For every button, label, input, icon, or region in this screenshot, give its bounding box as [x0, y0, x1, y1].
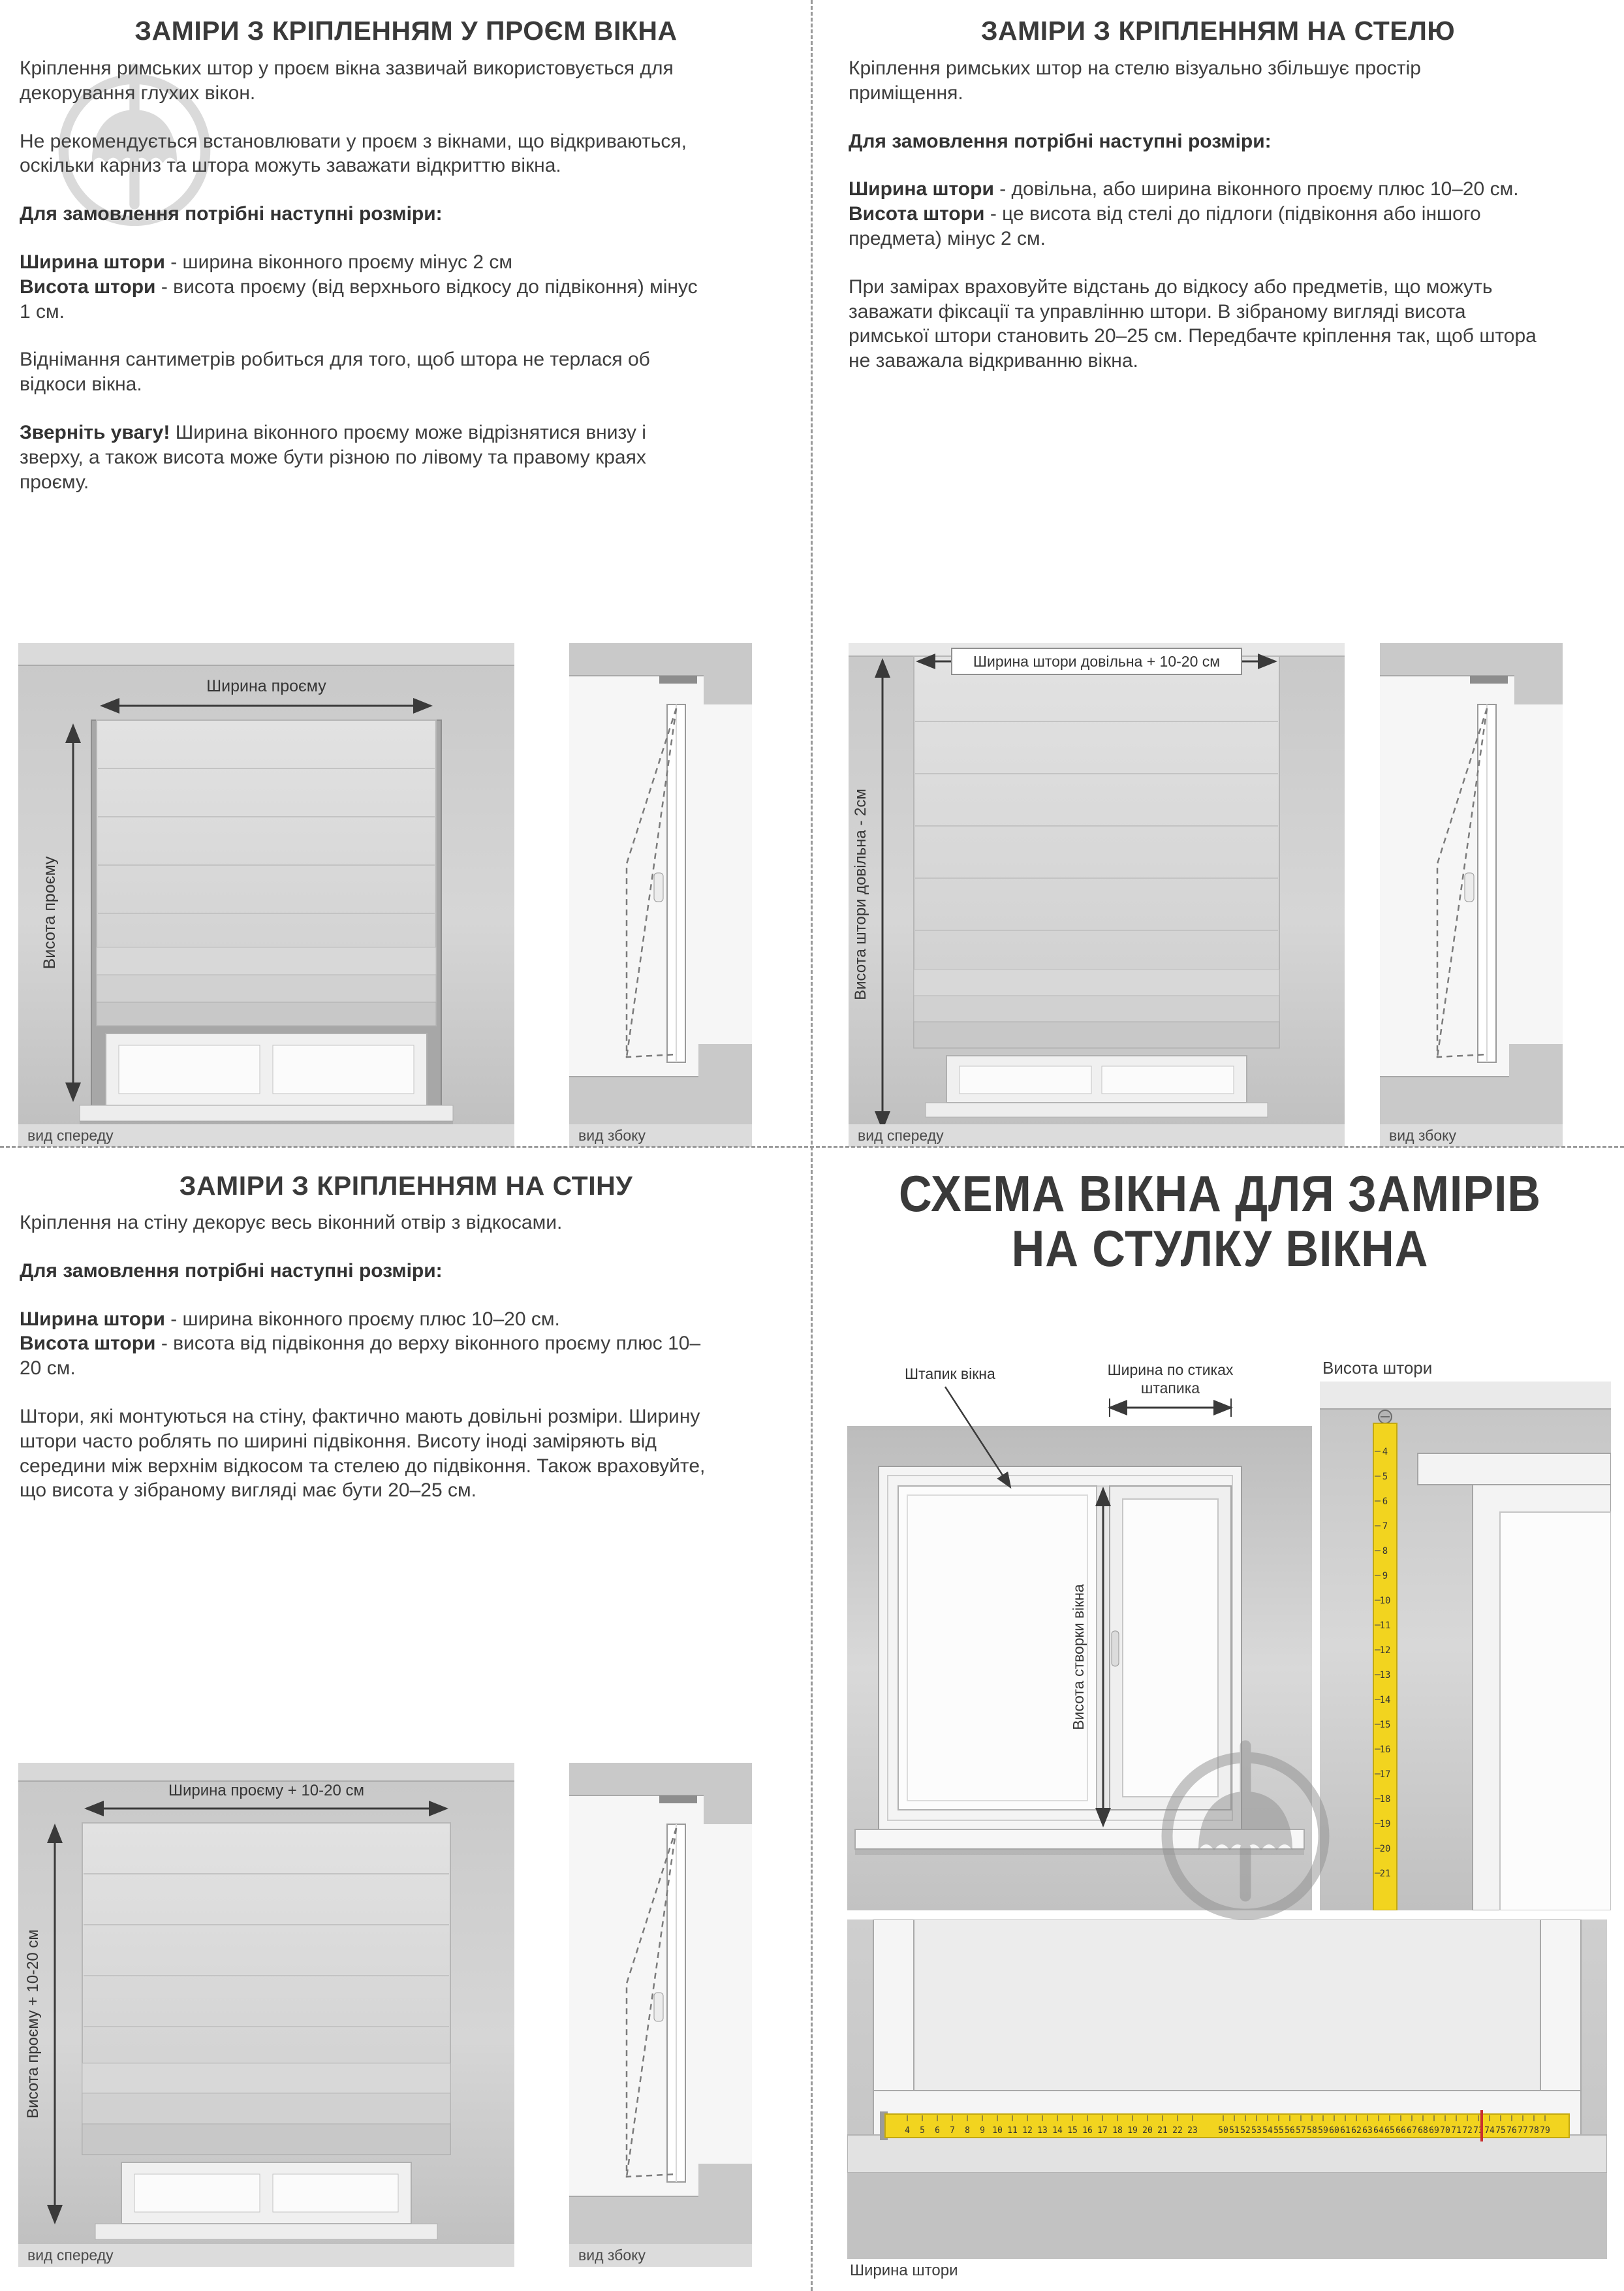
shade-width-spec: [20, 250, 711, 275]
svg-text:17: 17: [1097, 2126, 1108, 2136]
section-title-ceiling: ЗАМІРИ З КРІПЛЕННЯМ НА СТЕЛЮ: [980, 16, 1456, 46]
svg-text:56: 56: [1285, 2126, 1295, 2136]
umbrella-canopy: [1198, 1792, 1292, 1850]
mount-bracket: [659, 1795, 697, 1803]
svg-text:55: 55: [1273, 2126, 1284, 2136]
svg-text:17: 17: [1379, 1769, 1391, 1780]
svg-text:23: 23: [1187, 2126, 1198, 2136]
svg-text:5: 5: [1382, 1472, 1388, 1482]
svg-text:79: 79: [1540, 2126, 1550, 2136]
figure-curtain-width-tape: [847, 1920, 1607, 2259]
roman-shade: [82, 1823, 450, 2155]
sash-title-line2: НА СТУЛКУ ВІКНА: [1011, 1220, 1429, 1278]
front-view-caption: вид спереду: [858, 1127, 944, 1144]
windowsill: [847, 2135, 1607, 2173]
svg-text:4: 4: [905, 2126, 910, 2136]
section-title-opening: ЗАМІРИ З КРІПЛЕННЯМ У ПРОЄМ ВІКНА: [134, 16, 678, 46]
svg-text:64: 64: [1373, 2126, 1384, 2136]
svg-text:8: 8: [1382, 1546, 1388, 1556]
window-handle: [1112, 1631, 1119, 1666]
windowsill: [926, 1103, 1268, 1117]
svg-text:6: 6: [935, 2126, 940, 2136]
svg-text:52: 52: [1240, 2126, 1251, 2136]
svg-text:12: 12: [1379, 1645, 1391, 1656]
shade-width-text: - ширина віконного проєму мінус 2 см: [164, 251, 512, 273]
dashed-divider-horizontal: [0, 1146, 1624, 1148]
curtain-width-label: Ширина штори: [850, 2262, 958, 2279]
svg-text:78: 78: [1529, 2126, 1539, 2136]
window: [847, 1920, 1607, 2259]
svg-text:61: 61: [1340, 2126, 1351, 2136]
svg-text:63: 63: [1362, 2126, 1373, 2136]
roman-shade: [914, 656, 1279, 1048]
fixed-pane: [898, 1486, 1097, 1810]
svg-text:16: 16: [1082, 2126, 1093, 2136]
width-dimension-label: Ширина проєму: [206, 677, 326, 695]
order-lead-text: Для замовлення потрібні наступні розміри:: [20, 1259, 443, 1282]
svg-text:65: 65: [1384, 2126, 1395, 2136]
svg-text:19: 19: [1127, 2126, 1138, 2136]
window: [926, 1056, 1268, 1117]
order-lead-text: Для замовлення потрібні наступні розміри:: [849, 130, 1272, 152]
svg-text:15: 15: [1067, 2126, 1078, 2136]
curtain-height-label: Висота штори: [1322, 1358, 1433, 1378]
svg-text:18: 18: [1112, 2126, 1123, 2136]
roman-shade: [97, 720, 436, 1026]
opening-text-block: [20, 56, 711, 518]
svg-text:62: 62: [1351, 2126, 1362, 2136]
svg-text:67: 67: [1407, 2126, 1417, 2136]
figure-side-view-wall: [569, 1763, 752, 2267]
svg-text:71: 71: [1451, 2126, 1461, 2136]
svg-text:20: 20: [1142, 2126, 1153, 2136]
shade-height-spec: [20, 1331, 711, 1381]
svg-text:14: 14: [1379, 1695, 1391, 1705]
side-view-caption: вид збоку: [1389, 1127, 1456, 1144]
svg-text:58: 58: [1307, 2126, 1317, 2136]
shade-height-term: Висота штори: [20, 276, 156, 298]
windowsill: [80, 1105, 453, 1121]
measuring-tape-vertical: [1373, 1410, 1397, 1910]
paragraph: Віднімання сантиметрів робиться для того, щоб штора не терлася об відкоси вікна.: [20, 349, 650, 396]
svg-text:72: 72: [1462, 2126, 1473, 2136]
svg-text:7: 7: [1382, 1521, 1388, 1532]
svg-text:13: 13: [1379, 1670, 1391, 1681]
svg-text:11: 11: [1379, 1620, 1391, 1631]
svg-text:77: 77: [1518, 2126, 1528, 2136]
shade-height-term: Висота штори: [20, 1333, 156, 1355]
window: [80, 1034, 453, 1126]
shade-height-text: - висота проєму (від верхнього відкосу до підвіконня) мінус 1 см.: [20, 276, 698, 323]
figure-front-view-opening: [18, 643, 514, 1147]
shade-width-term: Ширина штори: [20, 1308, 165, 1330]
mount-bracket: [659, 676, 697, 684]
side-view-caption: вид збоку: [578, 2247, 646, 2264]
paragraph: Не рекомендується встановлювати у проєм з вікнами, що відкриваються, оскільки карниз та штора можуть заважати відкриттю вікна.: [20, 130, 687, 177]
note-term: Зверніть увагу!: [20, 421, 170, 443]
svg-text:53: 53: [1251, 2126, 1262, 2136]
shade-width-term: Ширина штори: [849, 178, 994, 200]
window-handle: [654, 873, 663, 902]
wall-top: [569, 643, 752, 676]
section-title-wall: ЗАМІРИ З КРІПЛЕННЯМ НА СТІНУ: [179, 1171, 633, 1201]
svg-text:21: 21: [1379, 1869, 1391, 1879]
svg-text:66: 66: [1396, 2126, 1406, 2136]
ceiling: [1320, 1382, 1611, 1409]
paragraph: При замірах враховуйте відстань до відкосу або предметів, що можуть заважати фіксації та управлінню штори. В зібраному вигляді висота римської штори становить 20–25 см. Передбачте кріплення так, щоб штора не заважала відкриванню вікна.: [849, 276, 1537, 372]
measuring-tape-horizontal: [880, 2110, 1569, 2141]
svg-text:7: 7: [950, 2126, 955, 2136]
shade-width-spec: [849, 177, 1540, 202]
svg-text:18: 18: [1379, 1794, 1391, 1805]
window-handle: [654, 1993, 663, 2021]
width-dimension-label: Ширина штори довільна + 10-20 см: [973, 653, 1221, 670]
paragraph: Кріплення на стіну декорує весь віконний отвір з відкосами.: [20, 1212, 563, 1233]
shade-height-spec: [849, 202, 1540, 251]
pane: [910, 1920, 1544, 2091]
svg-text:9: 9: [980, 2126, 985, 2136]
figure-side-view-ceiling: [1380, 643, 1563, 1147]
svg-text:11: 11: [1007, 2126, 1018, 2136]
height-dimension-label: Висота штори довільна - 2см: [852, 789, 869, 1000]
order-requirements-lead: [20, 1259, 711, 1284]
shade-width-text: - довільна, або ширина віконного проєму плюс 10–20 см.: [993, 178, 1519, 200]
bead-label: Штапик вікна: [905, 1365, 995, 1382]
svg-text:15: 15: [1379, 1720, 1391, 1730]
shade-width-spec: [20, 1307, 711, 1332]
figure-front-view-ceiling: [849, 643, 1345, 1147]
svg-text:8: 8: [965, 2126, 970, 2136]
height-dimension-label: Висота проєму: [40, 856, 59, 970]
svg-text:73: 73: [1473, 2126, 1484, 2136]
svg-text:4: 4: [1382, 1447, 1388, 1457]
figure-curtain-height-tape: [1320, 1357, 1611, 1910]
shade-height-text: - це висота від стелі до підлоги (підвіконня або іншого предмета) мінус 2 см.: [849, 203, 1481, 249]
svg-text:54: 54: [1262, 2126, 1273, 2136]
window-handle: [1465, 873, 1474, 902]
note: [20, 420, 711, 494]
svg-text:13: 13: [1037, 2126, 1048, 2136]
window: [95, 2162, 437, 2239]
ceiling-block: [1380, 643, 1563, 676]
order-requirements-lead: [20, 202, 711, 227]
svg-text:10: 10: [1379, 1596, 1391, 1606]
shade-width-text: - ширина віконного проєму плюс 10–20 см.: [164, 1308, 560, 1330]
bead-width-label-line1: Ширина по стиках: [1107, 1361, 1234, 1378]
svg-text:16: 16: [1379, 1745, 1391, 1755]
shade-height-text: - висота від підвіконня до верху віконного проєму плюс 10–20 см.: [20, 1333, 701, 1380]
paragraph: Штори, які монтуються на стіну, фактично мають довільні розміри. Ширину штори часто роблять по ширині підвіконня. Висоту іноді заміряють від середини між верхнім відкосом та стелею до підвіконня. Також враховуйте, що висота у зібраному вигляді має бути 20–25 см.: [20, 1405, 706, 1502]
width-dimension-label: Ширина проєму + 10-20 см: [168, 1782, 365, 1799]
mount-bracket: [1470, 676, 1508, 684]
svg-text:19: 19: [1379, 1819, 1391, 1829]
paragraph: Кріплення римських штор на стелю візуально збільшує простір приміщення.: [849, 57, 1421, 104]
svg-text:9: 9: [1382, 1571, 1388, 1581]
svg-text:69: 69: [1429, 2126, 1439, 2136]
shade-height-spec: [20, 275, 711, 324]
side-view-caption: вид збоку: [578, 1127, 646, 1144]
svg-text:10: 10: [992, 2126, 1003, 2136]
shade-height-term: Висота штори: [849, 203, 985, 225]
svg-text:74: 74: [1484, 2126, 1495, 2136]
sash-height-label: Висота створки вікна: [1070, 1584, 1087, 1730]
figure-side-view-opening: [569, 643, 752, 1147]
svg-text:5: 5: [920, 2126, 925, 2136]
figure-front-view-wall: [18, 1763, 514, 2267]
svg-text:60: 60: [1329, 2126, 1339, 2136]
svg-text:21: 21: [1157, 2126, 1168, 2136]
umbrella-watermark: [1148, 1731, 1343, 1931]
paragraph: Кріплення римських штор у проєм вікна зазвичай використовується для декорування глухих вікон.: [20, 57, 674, 104]
svg-text:14: 14: [1052, 2126, 1063, 2136]
svg-text:70: 70: [1440, 2126, 1450, 2136]
order-lead-text: Для замовлення потрібні наступні розміри:: [20, 203, 443, 225]
svg-text:50: 50: [1218, 2126, 1228, 2136]
front-view-caption: вид спереду: [27, 2247, 114, 2264]
ceiling-text-block: [849, 56, 1540, 397]
front-view-caption: вид спереду: [27, 1127, 114, 1144]
svg-text:6: 6: [1382, 1496, 1388, 1507]
height-dimension-label: Висота проєму + 10-20 см: [24, 1929, 42, 2119]
wall-text-block: [20, 1210, 711, 1526]
svg-text:12: 12: [1022, 2126, 1033, 2136]
svg-text:22: 22: [1172, 2126, 1183, 2136]
svg-text:51: 51: [1229, 2126, 1240, 2136]
windowsill: [95, 2224, 437, 2239]
note-text: Ширина віконного проєму може відрізнятися внизу і зверху, а також висота може бути різною по лівому та правому краях проєму.: [20, 421, 646, 493]
svg-text:59: 59: [1318, 2126, 1328, 2136]
svg-text:20: 20: [1379, 1844, 1391, 1854]
sash-section-title: [877, 1166, 1564, 1276]
sash-title-line1: СХЕМА ВІКНА ДЛЯ ЗАМІРІВ: [899, 1165, 1541, 1222]
order-requirements-lead: [849, 129, 1540, 154]
svg-text:76: 76: [1507, 2126, 1517, 2136]
svg-text:57: 57: [1296, 2126, 1306, 2136]
bead-width-label-line2: штапика: [1140, 1380, 1200, 1397]
shade-width-term: Ширина штори: [20, 251, 165, 273]
wall-top: [569, 1763, 752, 1795]
svg-text:68: 68: [1418, 2126, 1428, 2136]
svg-text:75: 75: [1495, 2126, 1506, 2136]
